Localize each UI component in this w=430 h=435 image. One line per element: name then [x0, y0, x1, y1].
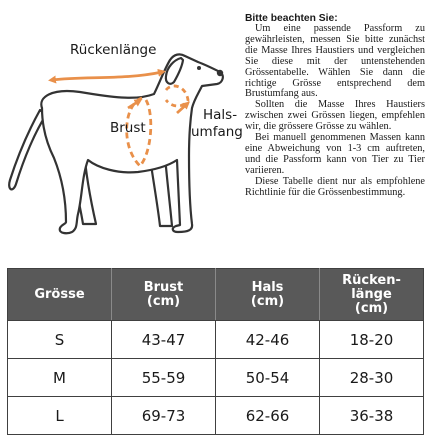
neck-cell: 42-46 — [216, 321, 320, 359]
chest-cell: 69-73 — [112, 397, 216, 435]
neck-cell: 62-66 — [216, 397, 320, 435]
size-cell: M — [8, 359, 112, 397]
dog-nose — [217, 70, 223, 76]
size-cell: S — [8, 321, 112, 359]
notice-paragraph: Bei manuell genommenen Massen kann eine Abweichung von 1-3 cm auftreten, und die Passform kann von Tier zu Tier variieren. — [245, 132, 425, 176]
back-length-cell: 28-30 — [320, 359, 424, 397]
notice-paragraph: Diese Tabelle dient nur als empfohlene Richtlinie für die Grössenbestimmung. — [245, 175, 425, 198]
back-length-label: Rückenlänge — [70, 42, 157, 58]
back-length-arrow — [52, 72, 162, 80]
chest-label: Brust — [110, 120, 146, 136]
table-row — [8, 359, 424, 397]
back-length-cell: 36-38 — [320, 397, 424, 435]
notice-paragraph: Um eine passende Passform zu gewährleisten, messen Sie bitte zunächst die Masse Ihres Haustiers und vergleichen Sie diese mit der untenstehenden Grössentabelle. Wählen Sie dann die richtige Grösse entsprechend dem Brustumfang aus. — [245, 23, 425, 100]
notice-title: Bitte beachten Sie: — [245, 13, 338, 24]
header-back-length: Rücken- länge (cm) — [320, 269, 424, 321]
header-chest: Brust (cm) — [112, 269, 216, 321]
header-neck: Hals (cm) — [216, 269, 320, 321]
back-length-cell: 18-20 — [320, 321, 424, 359]
size-table-header-row — [8, 269, 424, 321]
chest-cell: 55-59 — [112, 359, 216, 397]
notice-paragraph: Sollten die Masse Ihres Haustiers zwischen zwei Grössen liegen, empfehlen wir, die grössere Grösse zu wählen. — [245, 99, 425, 133]
chest-cell: 43-47 — [112, 321, 216, 359]
table-row — [8, 321, 424, 359]
size-table — [7, 268, 424, 435]
dog-silhouette — [9, 54, 223, 233]
neck-label-line2: umfang — [191, 124, 243, 140]
table-row — [8, 397, 424, 435]
neck-cell: 50-54 — [216, 359, 320, 397]
dog-measurement-diagram — [0, 0, 243, 262]
notice-text-block — [245, 13, 425, 199]
size-cell: L — [8, 397, 112, 435]
dog-eye — [197, 66, 201, 70]
neck-label-line1: Hals- — [203, 107, 238, 123]
header-size: Grösse — [8, 269, 112, 321]
